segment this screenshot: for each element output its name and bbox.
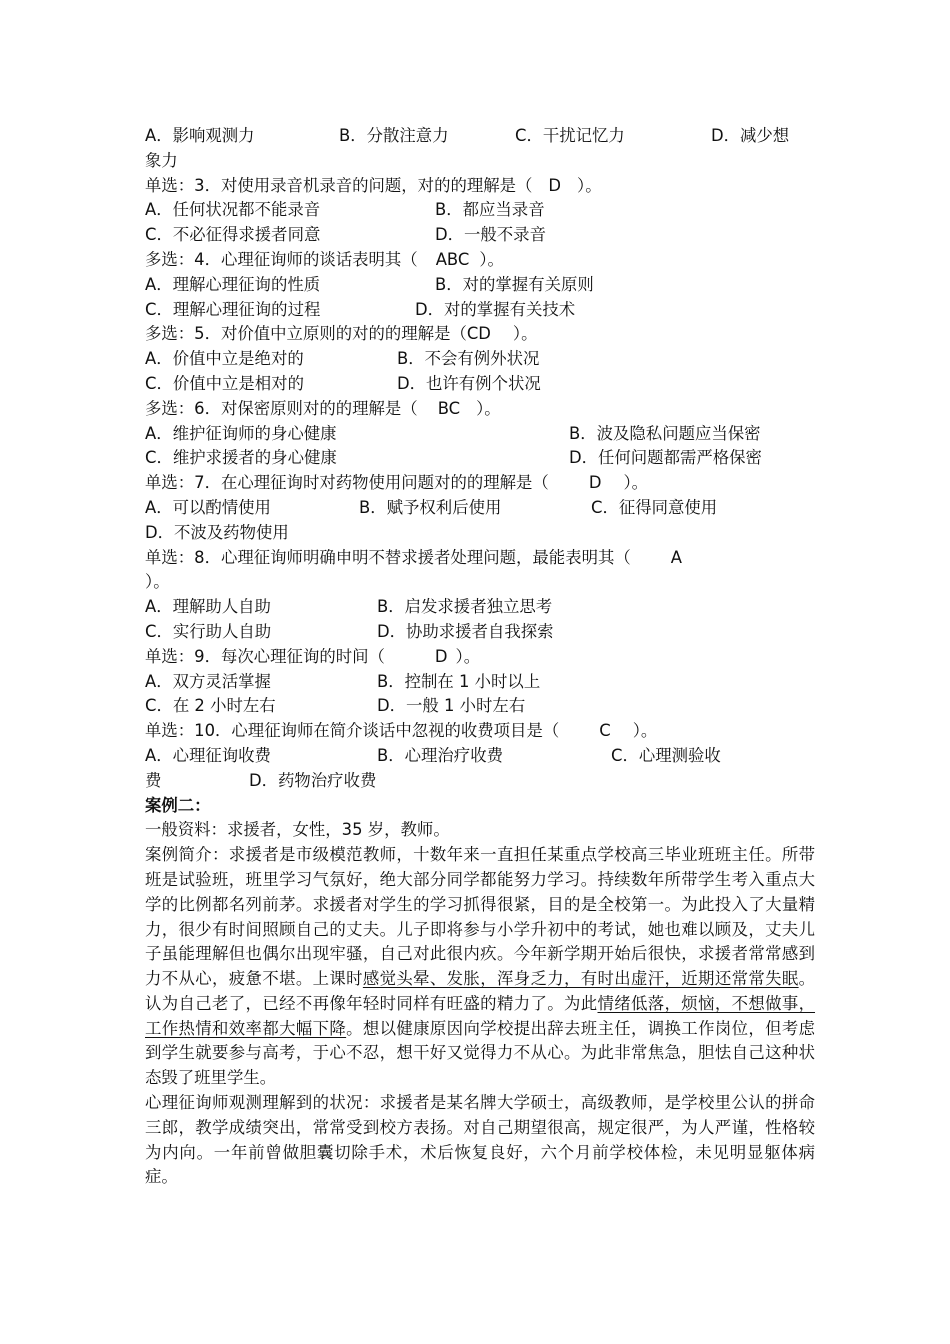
option-d-continued: 象力 bbox=[145, 150, 178, 170]
question-9-stem: 单选：9．每次心理征询的时间（ D ）。 bbox=[145, 645, 815, 670]
question-7-options-row bbox=[145, 521, 815, 546]
option-c: C．干扰记忆力 bbox=[515, 126, 625, 145]
option-a: A．价值中立是绝对的 bbox=[145, 349, 304, 369]
question-4-stem: 多选：4．心理征询师的谈话表明其（ ABC ）。 bbox=[145, 248, 815, 273]
option-c: C．在 2 小时左右 bbox=[145, 696, 276, 716]
option-c: C．维护求援者的身心健康 bbox=[145, 448, 337, 468]
question-2-options-row bbox=[145, 124, 815, 149]
option-c: C．理解心理征询的过程 bbox=[145, 299, 321, 319]
option-b: B．心理治疗收费 bbox=[377, 745, 503, 765]
option-b: B．分散注意力 bbox=[339, 126, 449, 145]
option-b: B．对的掌握有关原则 bbox=[435, 274, 594, 294]
question-4-options-row bbox=[145, 298, 815, 323]
option-c: C．不必征得求援者同意 bbox=[145, 225, 321, 245]
question-8-stem: 单选：8．心理征询师明确申明不替求援者处理问题，最能表明其（ A bbox=[145, 546, 815, 571]
answer: C bbox=[599, 721, 611, 741]
underlined-symptoms-emotional: 情绪低落，烦恼，不想做事，工作热情和效率都大幅下降 bbox=[145, 993, 816, 1038]
question-6-options-row bbox=[145, 422, 815, 447]
question-2-options-continued bbox=[145, 149, 815, 174]
question-3-options-row bbox=[145, 223, 815, 248]
underlined-symptoms-physical: 感觉头晕、发胀，浑身乏力，有时出虚汗，近期还常常失眠 bbox=[362, 969, 799, 989]
case-observation: 心理征询师观测理解到的状况：求援者是某名牌大学硕士，高级教师，是学校里公认的拼命三郎，教学成绩突出，常常受到校方表扬。对自己期望很高，规定很严，为人严谨，性格较为内向。一年前曾做胆囊切除手术，术后恢复良好，六个月前学校体检，未见明显躯体病症。 bbox=[145, 1093, 815, 1187]
question-7-stem: 单选：7．在心理征询时对药物使用问题对的的理解是（ D ）。 bbox=[145, 471, 815, 496]
question-6-stem: 多选：6．对保密原则对的的理解是（ BC ）。 bbox=[145, 397, 815, 422]
option-a: A．可以酌情使用 bbox=[145, 497, 271, 517]
option-c: C．价值中立是相对的 bbox=[145, 373, 304, 393]
option-d: D．减少想 bbox=[711, 126, 790, 145]
option-c: C．实行助人自助 bbox=[145, 621, 272, 641]
answer: D bbox=[434, 646, 448, 666]
case-general-info: 一般资料：求援者，女性，35 岁，教师。 bbox=[145, 820, 450, 840]
question-9-options-row bbox=[145, 694, 815, 719]
option-d: D．对的掌握有关技术 bbox=[415, 299, 576, 319]
option-c: C．征得同意使用 bbox=[591, 497, 718, 517]
option-d: D．不波及药物使用 bbox=[145, 522, 289, 542]
question-10-stem: 单选：10．心理征询师在简介谈话中忽视的收费项目是（ C ）。 bbox=[145, 719, 815, 744]
option-a: A．维护征询师的身心健康 bbox=[145, 423, 337, 443]
option-b: B．控制在 1 小时以上 bbox=[377, 671, 541, 691]
question-8-options-row bbox=[145, 595, 815, 620]
option-c-continued: 费 bbox=[145, 770, 162, 790]
question-10-options-row bbox=[145, 744, 815, 769]
question-7-options-row bbox=[145, 496, 815, 521]
question-10-options-continued bbox=[145, 769, 815, 794]
option-c: C．心理测验收 bbox=[611, 745, 721, 765]
option-b: B．赋予权利后使用 bbox=[359, 497, 502, 517]
answer: ABC bbox=[435, 249, 470, 269]
option-b: B．波及隐私问题应当保密 bbox=[569, 423, 761, 443]
question-5-options-row bbox=[145, 372, 815, 397]
option-d: D．一般 1 小时左右 bbox=[377, 696, 526, 716]
answer: BC bbox=[437, 398, 461, 418]
case-heading: 案例二： bbox=[145, 795, 211, 815]
question-9-options-row bbox=[145, 670, 815, 695]
option-a: A．理解助人自助 bbox=[145, 597, 271, 617]
document-page bbox=[145, 124, 815, 1190]
answer: D bbox=[548, 175, 562, 195]
question-6-options-row bbox=[145, 446, 815, 471]
option-d: D．协助求援者自我探索 bbox=[377, 621, 554, 641]
option-d: D．药物治疗收费 bbox=[249, 770, 377, 790]
option-b: B．启发求援者独立思考 bbox=[377, 597, 553, 617]
option-a: A．理解心理征询的性质 bbox=[145, 274, 321, 294]
option-b: B．不会有例外状况 bbox=[397, 349, 540, 369]
option-d: D．一般不录音 bbox=[435, 225, 546, 245]
question-3-stem: 单选：3．对使用录音机录音的问题，对的的理解是（ D ）。 bbox=[145, 174, 815, 199]
question-3-options-row bbox=[145, 198, 815, 223]
option-a: A．任何状况都不能录音 bbox=[145, 200, 321, 220]
option-a: A．心理征询收费 bbox=[145, 745, 271, 765]
answer: D bbox=[588, 473, 602, 493]
option-a: A．影响观测力 bbox=[145, 126, 255, 145]
question-5-options-row bbox=[145, 347, 815, 372]
option-d: D．也许有例个状况 bbox=[397, 373, 541, 393]
answer: A bbox=[670, 547, 682, 567]
question-4-options-row bbox=[145, 273, 815, 298]
question-8-options-row bbox=[145, 620, 815, 645]
option-b: B．都应当录音 bbox=[435, 200, 545, 220]
option-a: A．双方灵活掌握 bbox=[145, 671, 271, 691]
question-8-stem-continued: ）。 bbox=[145, 572, 170, 592]
case-introduction: 案例简介：求援者是市级模范教师，十数年来一直担任某重点学校高三毕业班班主任。所带班是试验班，班里学习气氛好，绝大部分同学都能努力学习。持续数年所带学生考入重点大学的比例都名列前茅。求援者对学生的学习抓得很紧，目的是全校第一。为此投入了大量精力，很少有时间照顾自己的丈夫。儿子即将参与小学升初中的考试，她也难以顾及，丈夫儿子虽能理解但也偶尔出现牢骚，自己对此很内疚。今年新学期开始后很快，求援者常常感到力不从心，疲惫不堪。上课时感觉头晕、发胀，浑身乏力，有时出虚汗，近期还常常失眠。认为自己老了，已经不再像年轻时同样有旺盛的精力了。为此情绪低落，烦恼，不想做事，工作热情和效率都大幅下降。想以健康原因向学校提出辞去班主任，调换工作岗位，但考虑到学生就要参与高考，于心不忍，想干好又觉得力不从心。为此非常焦急，胆怯自己这种状态毁了班里学生。 bbox=[145, 845, 816, 1088]
option-d: D．任何问题都需严格保密 bbox=[569, 448, 762, 468]
question-5-stem: 多选：5．对价值中立原则的对的的理解是（CD ）。 bbox=[145, 324, 538, 344]
